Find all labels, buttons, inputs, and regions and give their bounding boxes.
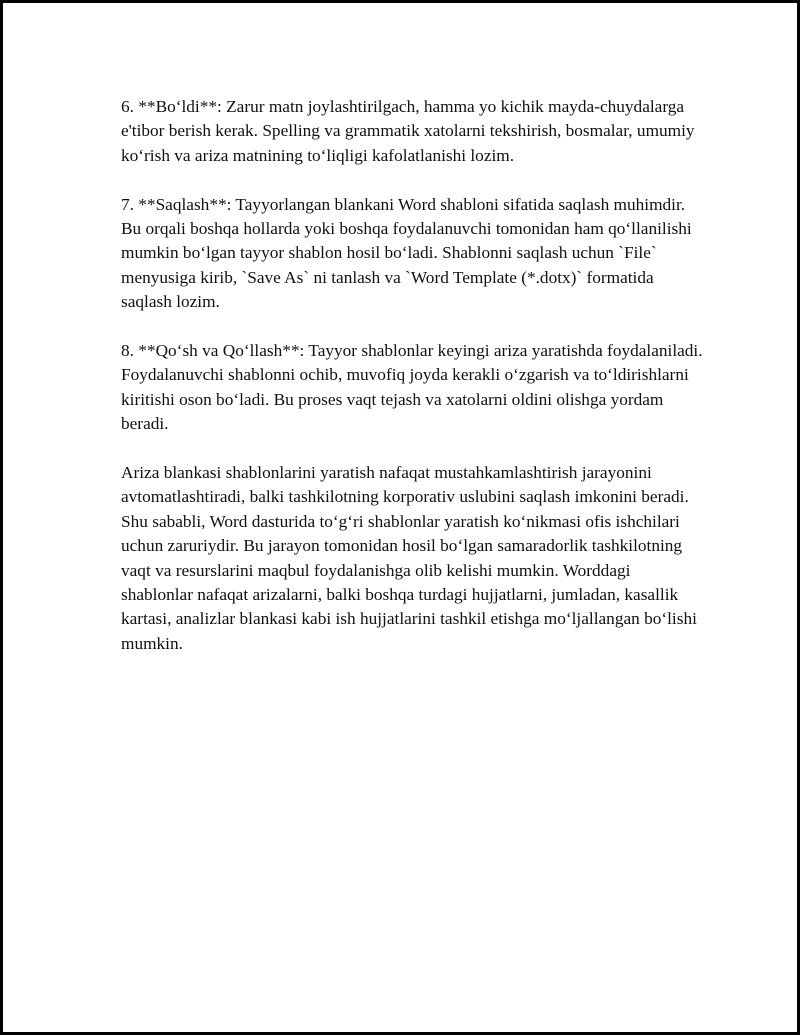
document-body [121, 95, 706, 656]
paragraph-conclusion: Ariza blankasi shablonlarini yaratish nafaqat mustahkamlashtirish jarayonini avtomatlashtiradi, balki tashkilotning korporativ uslubini saqlash imkonini beradi. Shu sababli, Word dasturida to‘g‘ri shablonlar yaratish ko‘nikmasi ofis ishchilari uchun zaruriydir. Bu jarayon tomonidan hosil bo‘lgan samaradorlik tashkilotning vaqt va resurslarini maqbul foydalanishga olib kelishi mumkin. Worddagi shablonlar nafaqat arizalarni, balki boshqa turdagi hujjatlarni, jumladan, kasallik kartasi, analizlar blankasi kabi ish hujjatlarini tashkil etishga mo‘ljallangan bo‘lishi mumkin. [121, 463, 697, 653]
paragraph-step-7: 7. **Saqlash**: Tayyorlangan blankani Word shabloni sifatida saqlash muhimdir. Bu orqali boshqa hollarda yoki boshqa foydalanuvchi tomonidan ham qo‘llanilishi mumkin bo‘lgan tayyor shablon hosil bo‘ladi. Shablonni saqlash uchun `File` menyusiga kirib, `Save As` ni tanlash va `Word Template (*.dotx)` formatida saqlash lozim. [121, 194, 692, 312]
paragraph-step-6: 6. **Bo‘ldi**: Zarur matn joylashtirilgach, hamma yo kichik mayda-chuydalarga e'tibor berish kerak. Spelling va grammatik xatolarni tekshirish, bosmalar, umumiy ko‘rish va ariza matnining to‘liqligi kafolatlanishi lozim. [121, 97, 695, 165]
paragraph-step-8: 8. **Qo‘sh va Qo‘llash**: Tayyor shablonlar keyingi ariza yaratishda foydalaniladi. Foydalanuvchi shablonni ochib, muvofiq joyda kerakli o‘zgarish va to‘ldirishlarni kiritishi oson bo‘ladi. Bu proses vaqt tejash va xatolarni oldini olishga yordam beradi. [121, 341, 703, 434]
